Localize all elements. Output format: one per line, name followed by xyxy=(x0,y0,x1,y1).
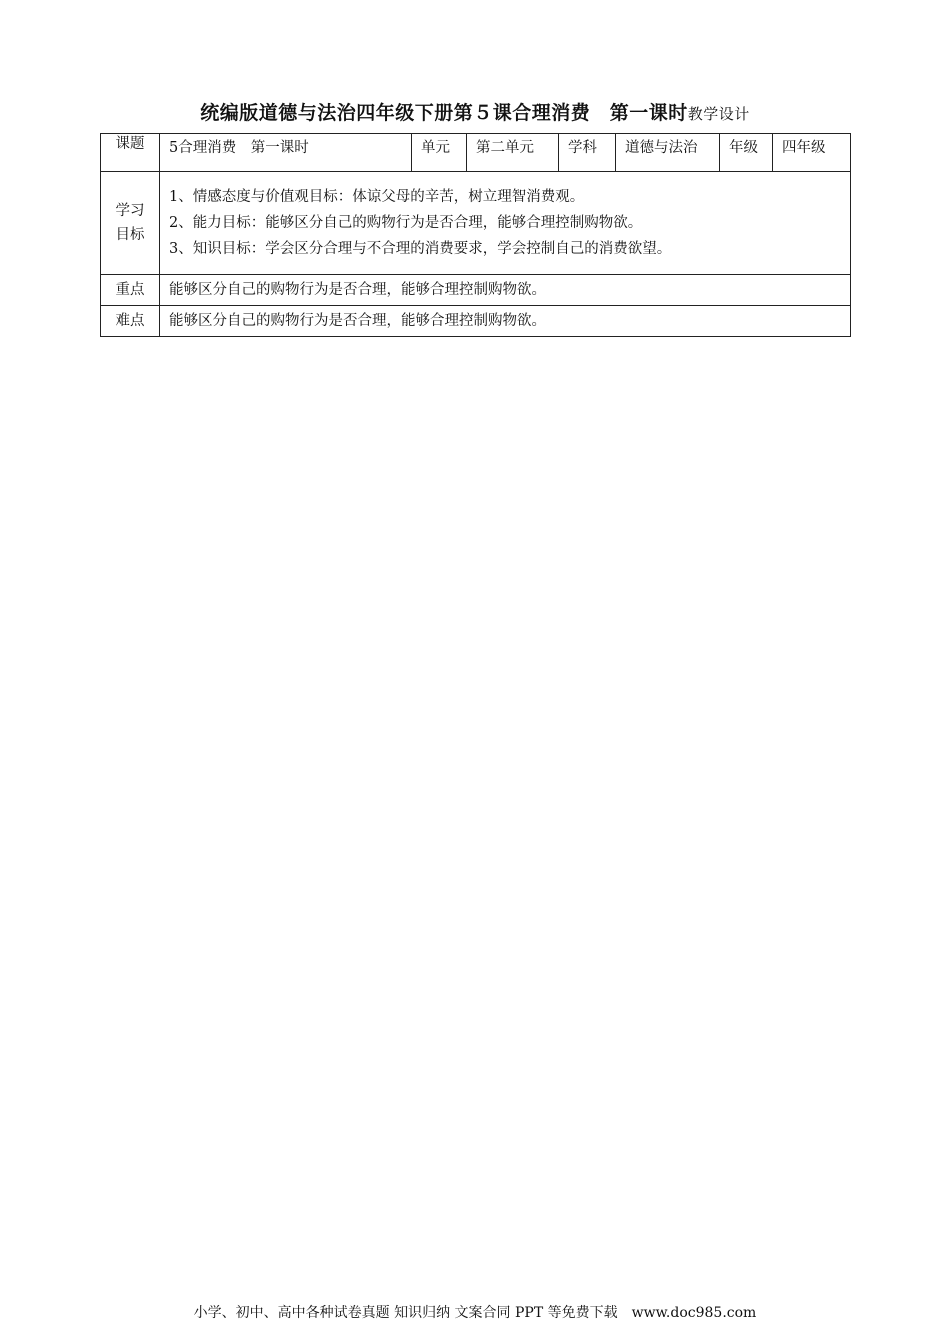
table-row-difficult-point xyxy=(101,306,851,337)
subject-value: 道德与法治 xyxy=(616,134,720,172)
key-point-label: 重点 xyxy=(101,275,160,306)
objectives-label xyxy=(101,172,160,275)
page-footer: 小学、初中、高中各种试卷真题 知识归纳 文案合同 PPT 等免费下载 www.doc985.com xyxy=(193,1305,757,1321)
objective-item: 2、能力目标：能够区分自己的购物行为是否合理，能够合理控制购物欲。 xyxy=(169,215,643,231)
objectives-label-line1: 学习 xyxy=(115,203,145,219)
table-row-objectives xyxy=(101,172,851,275)
objective-item: 1、情感态度与价值观目标：体谅父母的辛苦，树立理智消费观。 xyxy=(169,189,585,205)
document-title-main: 统编版道德与法治四年级下册第５课合理消费 第一课时 xyxy=(200,102,688,124)
objectives-label-line2: 目标 xyxy=(115,227,145,243)
subject-label: 学科 xyxy=(559,134,616,172)
table-row-topic xyxy=(101,134,851,172)
topic-label: 课题 xyxy=(101,134,160,172)
unit-label: 单元 xyxy=(412,134,467,172)
document-title-suffix: 教学设计 xyxy=(687,105,750,123)
lesson-plan-table xyxy=(100,133,851,337)
topic-value: 5合理消费 第一课时 xyxy=(160,134,412,172)
grade-label: 年级 xyxy=(720,134,773,172)
difficult-point-value: 能够区分自己的购物行为是否合理，能够合理控制购物欲。 xyxy=(160,306,851,337)
key-point-value: 能够区分自己的购物行为是否合理，能够合理控制购物欲。 xyxy=(160,275,851,306)
document-title xyxy=(0,98,950,125)
difficult-point-label: 难点 xyxy=(101,306,160,337)
objectives-content xyxy=(160,172,851,275)
grade-value: 四年级 xyxy=(773,134,851,172)
table-row-key-point xyxy=(101,275,851,306)
unit-value: 第二单元 xyxy=(467,134,559,172)
objective-item: 3、知识目标：学会区分合理与不合理的消费要求，学会控制自己的消费欲望。 xyxy=(169,241,672,257)
